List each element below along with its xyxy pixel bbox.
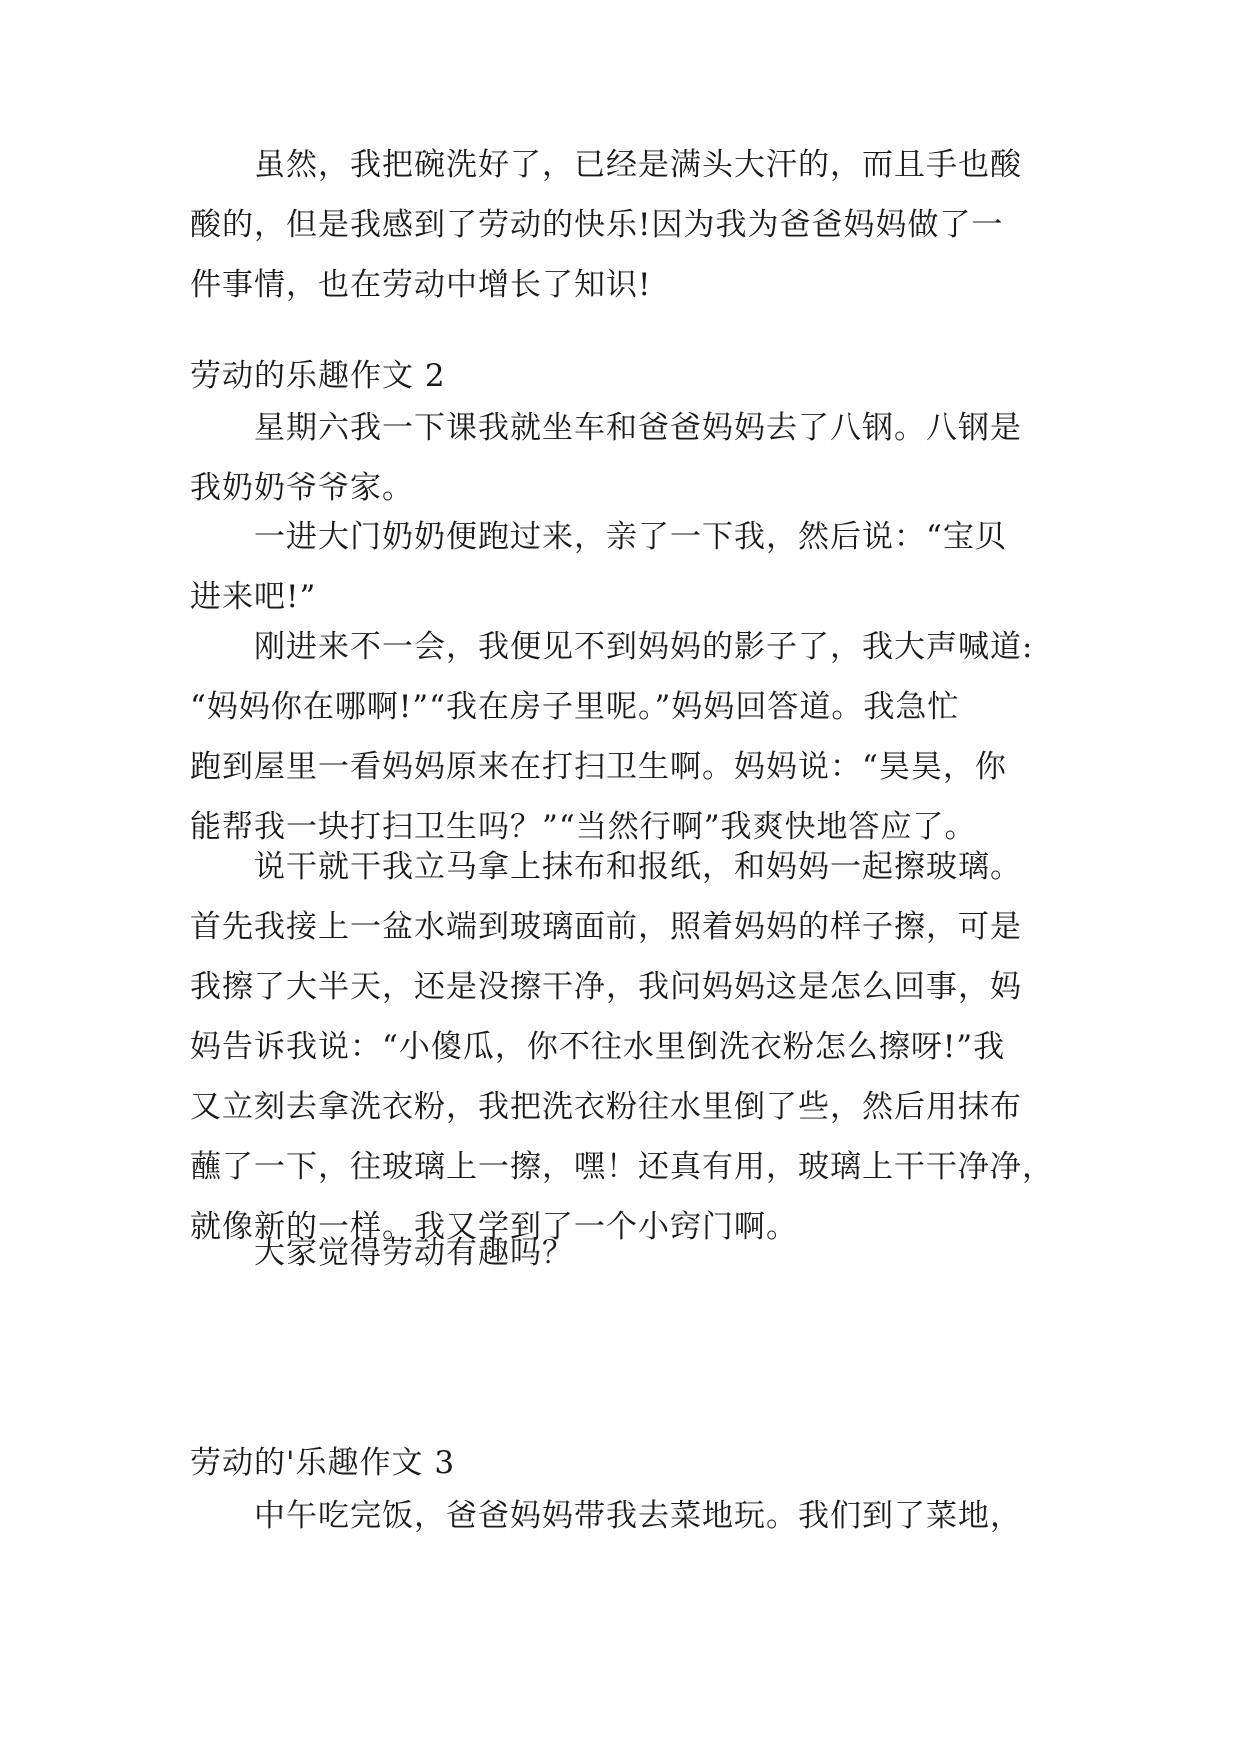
paragraph [190,837,1070,1257]
text-line: 大家觉得劳动有趣吗？ [254,1235,574,1271]
text-line: 就像新的一样。我又学到了一个小窍门啊。 [190,1209,798,1245]
paragraph [190,398,1070,518]
text-line: 星期六我一下课我就坐车和爸爸妈妈去了八钢。八钢是 [254,410,1022,446]
text-line: 一进大门奶奶便跑过来，亲了一下我，然后说：“宝贝 [254,519,1007,555]
paragraph [190,1486,1070,1546]
text-line: “妈妈你在哪啊!”“我在房子里呢。”妈妈回答道。我急忙 [190,689,960,725]
text-line: 能帮我一块打扫卫生吗？”“当然行啊”我爽快地答应了。 [190,809,977,845]
text-line: 酸的，但是我感到了劳动的快乐!因为我为爸爸妈妈做了一 [190,207,1004,243]
text-line: 件事情，也在劳动中增长了知识! [190,267,652,303]
text-line: 又立刻去拿洗衣粉，我把洗衣粉往水里倒了些，然后用抹布 [190,1089,1022,1125]
text-line: 我奶奶爷爷家。 [190,470,414,506]
paragraph [190,507,1070,627]
text-line: 说干就干我立马拿上抹布和报纸，和妈妈一起擦玻璃。 [254,849,1022,885]
text-line: 中午吃完饭，爸爸妈妈带我去菜地玩。我们到了菜地， [254,1498,1022,1534]
text-line: 我擦了大半天，还是没擦干净，我问妈妈这是怎么回事，妈 [190,969,1022,1005]
paragraph-dishwashing [190,135,1070,315]
text-line: 虽然，我把碗洗好了，已经是满头大汗的，而且手也酸 [254,147,1022,183]
section-heading-2: 劳动的乐趣作文 2 [190,358,446,394]
text-line: 蘸了一下，往玻璃上一擦，嘿！还真有用，玻璃上干干净净， [190,1149,1054,1185]
text-line: 跑到屋里一看妈妈原来在打扫卫生啊。妈妈说：“昊昊，你 [190,749,1007,785]
text-line: 进来吧!” [190,579,317,615]
paragraph [190,1223,1070,1283]
paragraph [190,617,1070,857]
text-line: 首先我接上一盆水端到玻璃面前，照着妈妈的样子擦，可是 [190,909,1022,945]
text-line: 刚进来不一会，我便见不到妈妈的影子了，我大声喊道: [254,629,1034,665]
section-heading-3: 劳动的'乐趣作文 3 [190,1445,456,1481]
text-line: 妈告诉我说：“小傻瓜，你不往水里倒洗衣粉怎么擦呀!”我 [190,1029,1006,1065]
